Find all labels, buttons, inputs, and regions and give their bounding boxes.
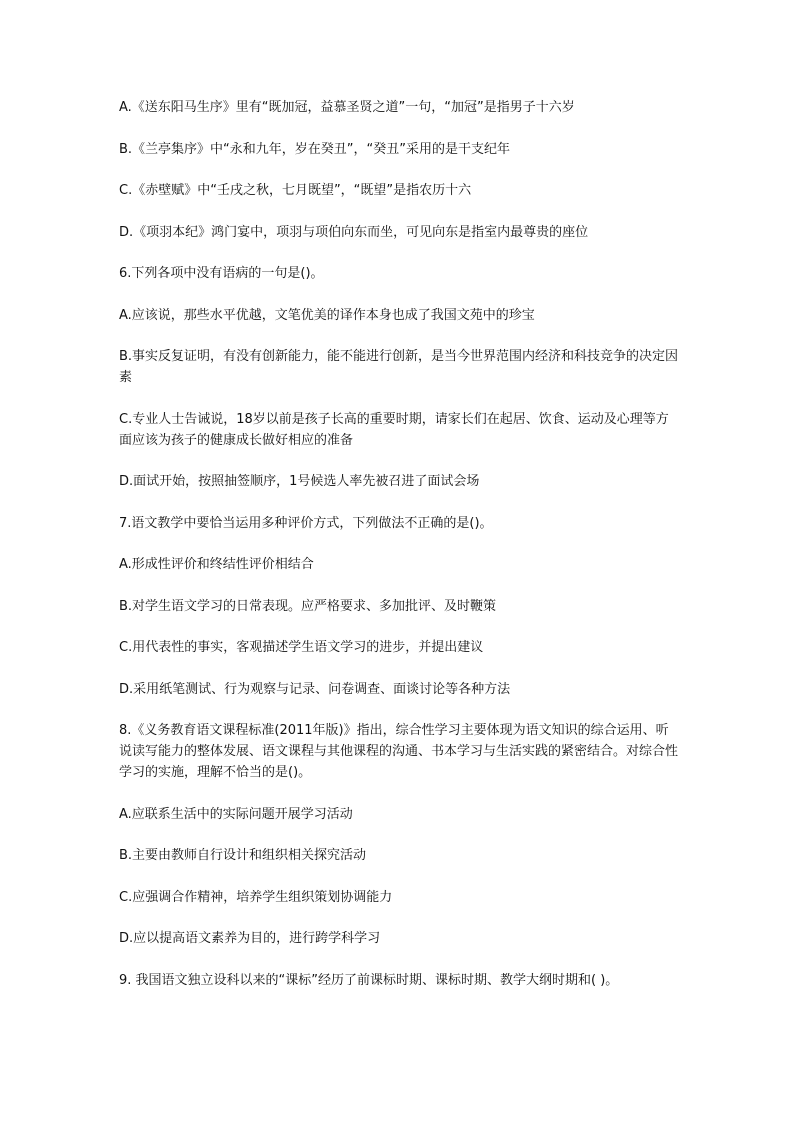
q7-option-c: C.用代表性的事实，客观描述学生语文学习的进步，并提出建议: [119, 640, 484, 655]
question-6: 6.下列各项中没有语病的一句是()。: [119, 266, 324, 281]
question-7: 7.语文教学中要恰当运用多种评价方式，下列做法不正确的是()。: [119, 516, 493, 531]
q5-option-a: A.《送东阳马生序》里有“既加冠，益慕圣贤之道”一句，“加冠”是指男子十六岁: [119, 100, 575, 115]
q7-option-a: A.形成性评价和终结性评价相结合: [119, 557, 314, 572]
q8-option-c: C.应强调合作精神，培养学生组织策划协调能力: [119, 890, 393, 905]
q7-option-d: D.采用纸笔测试、行为观察与记录、问卷调查、面谈讨论等各种方法: [119, 682, 511, 697]
q5-option-b: B.《兰亭集序》中“永和九年，岁在癸丑”，“癸丑”采用的是干支纪年: [119, 142, 510, 157]
q7-option-b: B.对学生语文学习的日常表现。应严格要求、多加批评、及时鞭策: [119, 599, 497, 614]
q5-option-d: D.《项羽本纪》鸿门宴中，项羽与项伯向东而坐，可见向东是指室内最尊贵的座位: [119, 225, 589, 240]
q6-option-a: A.应该说，那些水平优越，文笔优美的译作本身也成了我国文苑中的珍宝: [119, 308, 535, 323]
q6-option-d: D.面试开始，按照抽签顺序，1号候选人率先被召进了面试会场: [119, 474, 480, 489]
q6-option-c: C.专业人士告诫说，18岁以前是孩子长高的重要时期，请家长们在起居、饮食、运动及心理等方面应该为孩子的健康成长做好相应的准备: [119, 412, 669, 448]
question-8: 8.《义务教育语文课程标准(2011年版)》指出，综合性学习主要体现为语文知识的综合运用、听说读写能力的整体发展、语文课程与其他课程的沟通、书本学习与生活实践的紧密结合。对综合性学习的实施，理解不恰当的是()。: [119, 723, 679, 780]
q6-option-b: B.事实反复证明，有没有创新能力，能不能进行创新，是当今世界范围内经济和科技竞争的决定因素: [119, 349, 679, 385]
q8-option-b: B.主要由教师自行设计和组织相关探究活动: [119, 848, 367, 863]
q5-option-c: C.《赤壁赋》中“壬戌之秋，七月既望”，“既望”是指农历十六: [119, 183, 472, 198]
question-9: 9. 我国语文独立设科以来的“课标”经历了前课标时期、课标时期、教学大纲时期和( )。: [119, 973, 619, 988]
q8-option-a: A.应联系生活中的实际问题开展学习活动: [119, 807, 353, 822]
q8-option-d: D.应以提高语文素养为目的，进行跨学科学习: [119, 931, 381, 946]
